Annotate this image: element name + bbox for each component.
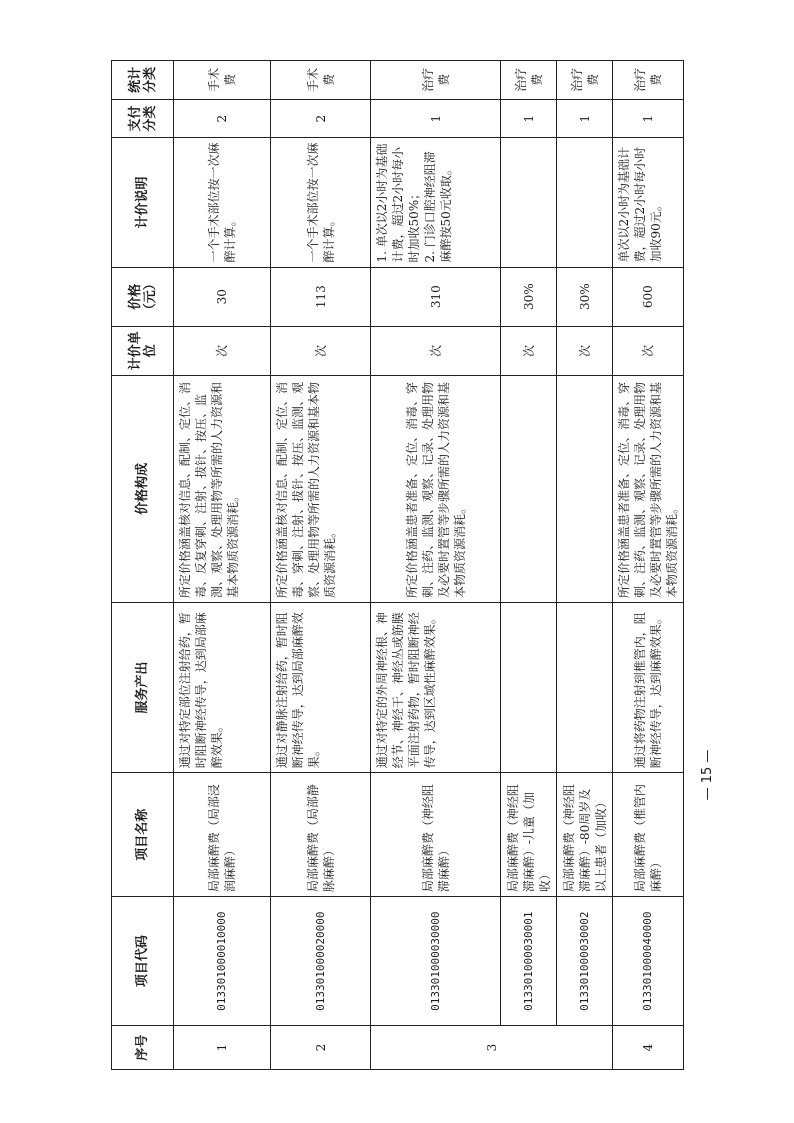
cell-code: 013301000020000 [271, 897, 371, 1026]
cell-composition: 所定价格涵盖核对信息、配制、定位、消毒、反复穿刺、注射、拔针、按压、监测、观察、处理用物等所需的人力资源和基本物质资源消耗。 [174, 375, 271, 602]
header-code: 项目代码 [112, 897, 174, 1026]
table-row [271, 61, 371, 1070]
cell-output [501, 602, 557, 772]
cell-name: 局部麻醉费（椎管内麻醉） [613, 773, 684, 897]
cell-output: 通过对特定部位注射给药，暂时阻断神经传导，达到局部麻醉效果。 [174, 602, 271, 772]
cell-pay: 2 [271, 99, 371, 138]
cell-price: 113 [271, 267, 371, 326]
cell-composition [501, 375, 557, 602]
cell-code: 013301000010000 [174, 897, 271, 1026]
cell-stat: 治疗费 [557, 61, 613, 100]
header-output: 服务产出 [112, 602, 174, 772]
cell-seq: 2 [271, 1026, 371, 1070]
cell-unit: 次 [271, 326, 371, 375]
cell-stat: 治疗费 [613, 61, 684, 100]
cell-pay: 1 [371, 99, 501, 138]
cell-composition: 所定价格涵盖患者准备、定位、消毒、穿刺、注药、监测、观察、记录、处理用物及必要时置管等步骤所需的人力资源和基本物质资源消耗。 [613, 375, 684, 602]
cell-unit: 次 [174, 326, 271, 375]
header-composition: 价格构成 [112, 375, 174, 602]
cell-code: 013301000040000 [613, 897, 684, 1026]
cell-seq: 4 [613, 1026, 684, 1070]
table-row [371, 61, 501, 1070]
cell-unit: 次 [371, 326, 501, 375]
cell-code: 013301000030000 [371, 897, 501, 1026]
cell-price: 310 [371, 267, 501, 326]
cell-output: 通过将药物注射到椎管内，阻断神经传导，达到麻醉效果。 [613, 602, 684, 772]
header-pay: 支付分类 [112, 99, 174, 138]
cell-note: 一个手术部位按一次麻醉计算。 [174, 138, 271, 267]
fee-table [111, 60, 684, 1070]
cell-pay: 1 [557, 99, 613, 138]
cell-output [557, 602, 613, 772]
table-row [174, 61, 271, 1070]
cell-stat: 手术费 [271, 61, 371, 100]
cell-stat: 手术费 [174, 61, 271, 100]
cell-pay: 2 [174, 99, 271, 138]
cell-unit: 次 [501, 326, 557, 375]
table-row [501, 61, 557, 1070]
cell-note: 1. 单次以2小时为基础计费，超过2小时每小时加收50%； 2. 门诊口腔神经阻滞麻醉按50元收取。 [371, 138, 501, 267]
cell-note: 单次以2小时为基础计费，超过2小时每小时加收90元。 [613, 138, 684, 267]
table-row [557, 61, 613, 1070]
header-unit: 计价单位 [112, 326, 174, 375]
fee-table-rotated [111, 60, 681, 1070]
cell-composition: 所定价格涵盖核对信息、配制、定位、消毒、穿刺、注射、拔针、按压、监测、观察、处理用物等所需的人力资源和基本物质资源消耗。 [271, 375, 371, 602]
cell-stat: 治疗费 [501, 61, 557, 100]
cell-price: 600 [613, 267, 684, 326]
cell-name: 局部麻醉费（神经阻滞麻醉）-儿童（加收） [501, 773, 557, 897]
header-seq: 序号 [112, 1026, 174, 1070]
header-note: 计价说明 [112, 138, 174, 267]
cell-composition [557, 375, 613, 602]
cell-composition: 所定价格涵盖患者准备、定位、消毒、穿刺、注药、监测、观察、记录、处理用物及必要时置管等步骤所需的人力资源和基本物质资源消耗。 [371, 375, 501, 602]
cell-note [501, 138, 557, 267]
cell-seq: 3 [371, 1026, 613, 1070]
cell-stat: 治疗费 [371, 61, 501, 100]
cell-name: 局部麻醉费（局部浸润麻醉） [174, 773, 271, 897]
header-price: 价格（元） [112, 267, 174, 326]
table-header-row [112, 61, 174, 1070]
cell-name: 局部麻醉费（神经阻滞麻醉） [371, 773, 501, 897]
cell-output: 通过对特定的外周神经根、神经节、神经干、神经丛或筋膜平面注射药物，暂时阻断神经传导，达到区域性麻醉效果。 [371, 602, 501, 772]
cell-name: 局部麻醉费（神经阻滞麻醉）-80周岁及以上患者（加收） [557, 773, 613, 897]
cell-seq: 1 [174, 1026, 271, 1070]
header-stat: 统计分类 [112, 61, 174, 100]
cell-output: 通过对静脉注射给药，暂时阻断神经传导，达到局部麻醉效果。 [271, 602, 371, 772]
page-number: — 15 — [700, 749, 715, 801]
cell-price: 30% [557, 267, 613, 326]
cell-price: 30% [501, 267, 557, 326]
cell-note: 一个手术部位按一次麻醉计算。 [271, 138, 371, 267]
header-name: 项目名称 [112, 773, 174, 897]
cell-name: 局部麻醉费（局部静脉麻醉） [271, 773, 371, 897]
cell-pay: 1 [501, 99, 557, 138]
cell-code: 013301000030002 [557, 897, 613, 1026]
cell-pay: 1 [613, 99, 684, 138]
cell-unit: 次 [613, 326, 684, 375]
table-row [613, 61, 684, 1070]
cell-unit: 次 [557, 326, 613, 375]
cell-note [557, 138, 613, 267]
cell-code: 013301000030001 [501, 897, 557, 1026]
cell-price: 30 [174, 267, 271, 326]
